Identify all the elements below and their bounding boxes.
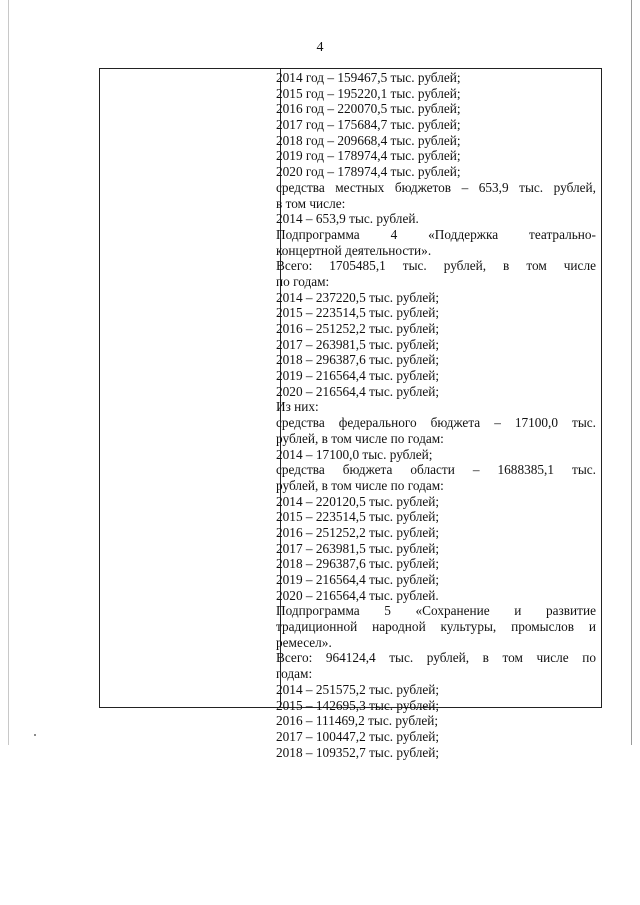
funding-line: 2020 – 216564,4 тыс. рублей; [276, 383, 440, 399]
funding-line: 2015 год – 195220,1 тыс. рублей; [276, 85, 461, 101]
text-line: по годам: [276, 273, 330, 289]
scan-edge-left [8, 0, 9, 745]
funding-line: 2018 – 109352,7 тыс. рублей; [276, 744, 440, 760]
funding-line: 2014 год – 159467,5 тыс. рублей; [276, 70, 461, 85]
funding-line: 2017 год – 175684,7 тыс. рублей; [276, 117, 461, 133]
funding-line: 2014 – 653,9 тыс. рублей. [276, 211, 419, 227]
scan-edge-right [631, 0, 632, 745]
funding-line: 2017 – 100447,2 тыс. рублей; [276, 728, 440, 744]
funding-line: 2020 – 216564,4 тыс. рублей. [276, 587, 439, 603]
funding-line: 2014 – 17100,0 тыс. рублей; [276, 446, 433, 462]
text-line: рублей, в том числе по годам: [276, 477, 444, 493]
text-line: средства бюджета области – 1688385,1 тыс. [276, 462, 596, 478]
scan-speck [34, 734, 36, 736]
text-line: в том числе: [276, 195, 346, 211]
subprogram-title-line: ремесел». [276, 634, 332, 650]
text-line: Из них: [276, 399, 319, 415]
funding-line: 2017 – 263981,5 тыс. рублей; [276, 540, 440, 556]
funding-line: 2014 – 237220,5 тыс. рублей; [276, 289, 440, 305]
funding-line: 2019 – 216564,4 тыс. рублей; [276, 368, 440, 384]
funding-line: 2018 – 296387,6 тыс. рублей; [276, 556, 440, 572]
funding-line: 2014 – 251575,2 тыс. рублей; [276, 681, 440, 697]
subprogram-title-line: Подпрограмма 4 «Поддержка театрально- [276, 226, 596, 242]
funding-line: 2015 – 142695,3 тыс. рублей; [276, 697, 440, 713]
funding-line: 2016 год – 220070,5 тыс. рублей; [276, 101, 461, 117]
funding-line: 2015 – 223514,5 тыс. рублей; [276, 509, 440, 525]
text-line: рублей, в том числе по годам: [276, 430, 444, 446]
funding-line: 2019 год – 178974,4 тыс. рублей; [276, 148, 461, 164]
subprogram-title-line: традиционной народной культуры, промыслов и [276, 619, 596, 635]
funding-line: 2015 – 223514,5 тыс. рублей; [276, 305, 440, 321]
text-line: средства федерального бюджета – 17100,0 тыс. [276, 415, 596, 431]
funding-line: 2016 – 111469,2 тыс. рублей; [276, 713, 439, 729]
funding-line: 2017 – 263981,5 тыс. рублей; [276, 336, 440, 352]
text-line: средства местных бюджетов – 653,9 тыс. рублей, [276, 179, 596, 195]
text-line: годам: [276, 666, 313, 682]
total-line: Всего: 1705485,1 тыс. рублей, в том числе [276, 258, 596, 274]
funding-line: 2016 – 251252,2 тыс. рублей; [276, 524, 440, 540]
funding-line: 2014 – 220120,5 тыс. рублей; [276, 493, 440, 509]
subprogram-title-line: концертной деятельности». [276, 242, 432, 258]
funding-line: 2018 год – 209668,4 тыс. рублей; [276, 132, 461, 148]
page-number: 4 [316, 40, 324, 55]
subprogram-title-line: Подпрограмма 5 «Сохранение и развитие [276, 603, 596, 619]
total-line: Всего: 964124,4 тыс. рублей, в том числе по [276, 650, 596, 666]
funding-line: 2016 – 251252,2 тыс. рублей; [276, 321, 440, 336]
table-right-cell [276, 70, 596, 760]
funding-line: 2019 – 216564,4 тыс. рублей; [276, 572, 440, 587]
funding-line: 2018 – 296387,6 тыс. рублей; [276, 352, 440, 368]
funding-line: 2020 год – 178974,4 тыс. рублей; [276, 164, 461, 180]
